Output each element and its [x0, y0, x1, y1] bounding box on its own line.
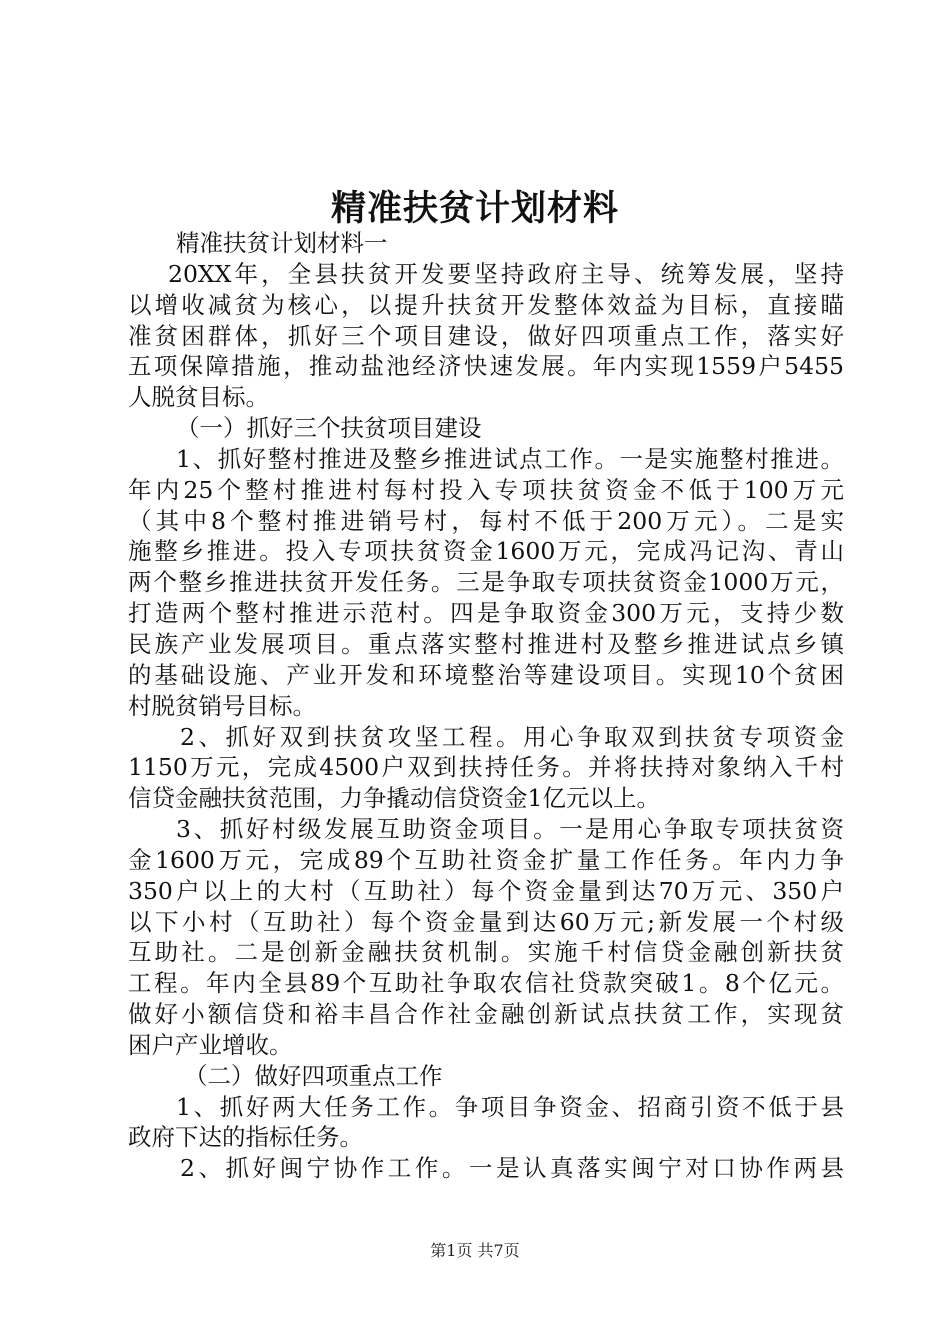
text-line: 互助社。二是创新金融扶贫机制。实施千村信贷金融创新扶贫	[128, 938, 844, 967]
text-line: 2、抓好闽宁协作工作。一是认真落实闽宁对口协作两县	[180, 1154, 844, 1183]
text-line: 村脱贫销号目标。	[128, 691, 316, 720]
text-line: 两个整乡推进扶贫开发任务。三是争取专项扶贫资金1000万元，	[128, 568, 844, 597]
text-line: （二）做好四项重点工作	[184, 1061, 443, 1090]
text-line: 精准扶贫计划材料一	[176, 229, 388, 257]
text-line: 1、抓好两大任务工作。争项目争资金、招商引资不低于县	[176, 1092, 844, 1121]
text-line: （其中8个整村推进销号村，每村不低于200万元）。二是实	[128, 506, 844, 535]
document-body	[128, 228, 844, 1184]
text-line: 工程。年内全县89个互助社争取农信社贷款突破1。8个亿元。	[128, 969, 844, 998]
text-line: 准贫困群体，抓好三个项目建设，做好四项重点工作，落实好	[128, 321, 844, 350]
text-line: 年内25个整村推进村每村投入专项扶贫资金不低于100万元	[128, 475, 844, 504]
text-line: 做好小额信贷和裕丰昌合作社金融创新试点扶贫工作，实现贫	[128, 1000, 844, 1029]
text-line: 困户产业增收。	[128, 1030, 293, 1059]
text-line: 以增收减贫为核心，以提升扶贫开发整体效益为目标，直接瞄	[128, 290, 844, 319]
text-line: 350户以上的大村（互助社）每个资金量到达70万元、350户	[128, 876, 844, 905]
text-line: 的基础设施、产业开发和环境整治等建设项目。实现10个贫困	[128, 660, 844, 689]
page-footer: 第1页 共7页	[430, 1241, 520, 1260]
text-line: 政府下达的指标任务。	[128, 1123, 363, 1152]
text-line: 金1600万元，完成89个互助社资金扩量工作任务。年内力争	[128, 845, 844, 874]
text-line: 20XX年，全县扶贫开发要坚持政府主导、统筹发展，坚持	[168, 259, 844, 288]
text-line: 五项保障措施，推动盐池经济快速发展。年内实现1559户5455	[128, 352, 844, 381]
text-line: （一）抓好三个扶贫项目建设	[176, 414, 482, 443]
text-line: 人脱贫目标。	[128, 383, 269, 412]
text-line: 信贷金融扶贫范围，力争撬动信贷资金1亿元以上。	[128, 784, 660, 813]
text-line: 1150万元，完成4500户双到扶持任务。并将扶持对象纳入千村	[128, 753, 844, 782]
text-line: 民族产业发展项目。重点落实整村推进村及整乡推进试点乡镇	[128, 629, 844, 658]
text-line: 2、抓好双到扶贫攻坚工程。用心争取双到扶贫专项资金	[180, 722, 844, 751]
text-line: 以下小村（互助社）每个资金量到达60万元;新发展一个村级	[128, 907, 844, 936]
text-line: 1、抓好整村推进及整乡推进试点工作。一是实施整村推进。	[176, 444, 844, 473]
text-line: 打造两个整村推进示范村。四是争取资金300万元，支持少数	[128, 599, 844, 628]
text-line: 施整乡推进。投入专项扶贫资金1600万元，完成冯记沟、青山	[128, 537, 844, 566]
text-line: 3、抓好村级发展互助资金项目。一是用心争取专项扶贫资	[176, 815, 844, 844]
document-title: 精准扶贫计划材料	[330, 188, 619, 229]
